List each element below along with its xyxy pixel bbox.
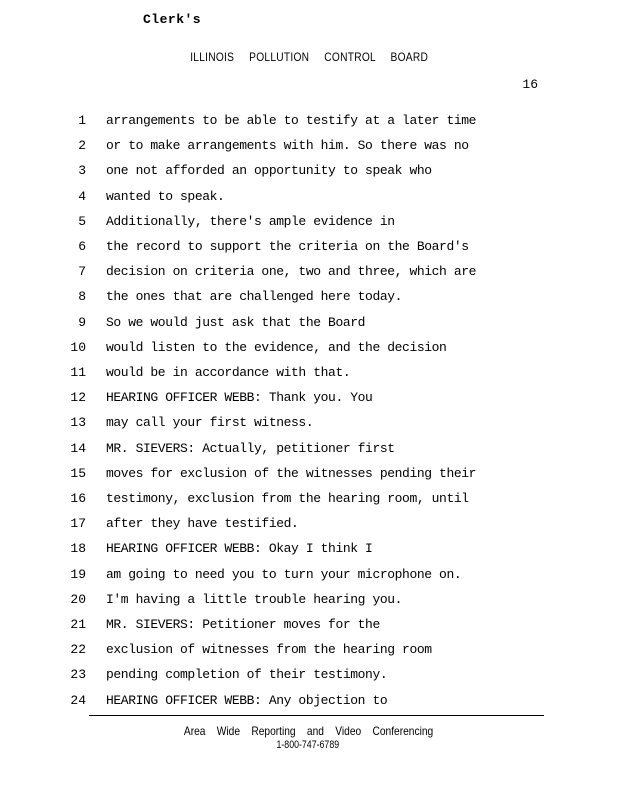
line-text: one not afforded an opportunity to speak who (106, 163, 432, 179)
line-number: 19 (70, 566, 86, 582)
line-text: I'm having a little trouble hearing you. (106, 591, 403, 607)
transcript-line (0, 688, 618, 713)
transcript-line (0, 612, 618, 637)
transcript-line (0, 108, 618, 133)
transcript-line (0, 562, 618, 587)
line-text: So we would just ask that the Board (106, 314, 366, 330)
line-text: MR. SIEVERS: Actually, petitioner first (106, 440, 395, 456)
transcript-line (0, 385, 618, 410)
line-number: 7 (78, 264, 86, 280)
footer-phone: 1-800-747-6789 (276, 739, 340, 751)
clerk-stamp: Clerk's (143, 12, 202, 27)
line-number: 6 (78, 239, 86, 254)
line-text: exclusion of witnesses from the hearing room (106, 642, 432, 658)
transcript-line (0, 133, 618, 158)
line-text: may call your first witness. (106, 415, 314, 431)
line-text: pending completion of their testimony. (106, 667, 388, 683)
line-number: 16 (70, 491, 86, 506)
line-number: 15 (70, 465, 86, 481)
line-text: decision on criteria one, two and three, which are (106, 264, 477, 280)
line-number: 17 (70, 516, 86, 532)
line-number: 11 (70, 365, 86, 380)
line-number: 22 (70, 642, 86, 658)
transcript-line (0, 310, 618, 335)
page-number: 16 (522, 77, 538, 92)
transcript-line (0, 209, 618, 234)
transcript-line (0, 234, 618, 259)
transcript-line (0, 486, 618, 511)
transcript-line (0, 259, 618, 284)
line-text: wanted to speak. (106, 188, 225, 204)
transcript-line (0, 587, 618, 612)
line-text: after they have testified. (106, 516, 299, 532)
transcript-line (0, 284, 618, 309)
line-number: 18 (70, 541, 86, 557)
line-number: 24 (70, 692, 86, 708)
line-number: 9 (78, 314, 86, 330)
line-number: 13 (70, 415, 86, 431)
transcript-line (0, 184, 618, 209)
transcript-line (0, 436, 618, 461)
line-number: 14 (70, 440, 86, 456)
line-text: HEARING OFFICER WEBB: Any objection to (106, 692, 388, 708)
line-text: or to make arrangements with him. So there was no (106, 138, 469, 154)
line-number: 12 (70, 390, 86, 406)
transcript-line (0, 637, 618, 662)
line-number: 23 (70, 667, 86, 683)
line-number: 1 (78, 113, 86, 128)
line-text: moves for exclusion of the witnesses pending their (106, 465, 477, 481)
line-number: 5 (78, 213, 86, 229)
transcript-line (0, 335, 618, 360)
transcript-line (0, 410, 618, 435)
footer-company: Area Wide Reporting and Video Conferencing (183, 724, 434, 738)
line-text: MR. SIEVERS: Petitioner moves for the (106, 617, 380, 632)
line-text: would be in accordance with that. (106, 365, 351, 380)
line-text: Additionally, there's ample evidence in (106, 213, 395, 229)
line-number: 21 (70, 617, 86, 632)
board-title: ILLINOIS POLLUTION CONTROL BOARD (190, 50, 429, 64)
line-text: the record to support the criteria on the Board's (106, 239, 469, 254)
line-text: arrangements to be able to testify at a later time (106, 113, 477, 128)
line-number: 20 (70, 591, 86, 607)
line-text: HEARING OFFICER WEBB: Okay I think I (106, 541, 373, 557)
line-text: would listen to the evidence, and the decision (106, 339, 447, 355)
line-number: 10 (70, 339, 86, 355)
line-text: am going to need you to turn your microphone on. (106, 566, 462, 582)
footer-divider (89, 715, 544, 716)
line-text: HEARING OFFICER WEBB: Thank you. You (106, 390, 373, 406)
line-text: the ones that are challenged here today. (106, 289, 403, 305)
transcript-line (0, 536, 618, 561)
line-number: 8 (78, 289, 86, 305)
transcript-line (0, 360, 618, 385)
transcript-line (0, 511, 618, 536)
transcript-line (0, 662, 618, 687)
transcript-line (0, 461, 618, 486)
transcript-line (0, 158, 618, 183)
line-number: 4 (78, 188, 86, 204)
line-text: testimony, exclusion from the hearing room, until (106, 491, 469, 506)
line-number: 2 (78, 138, 86, 154)
line-number: 3 (78, 163, 86, 179)
